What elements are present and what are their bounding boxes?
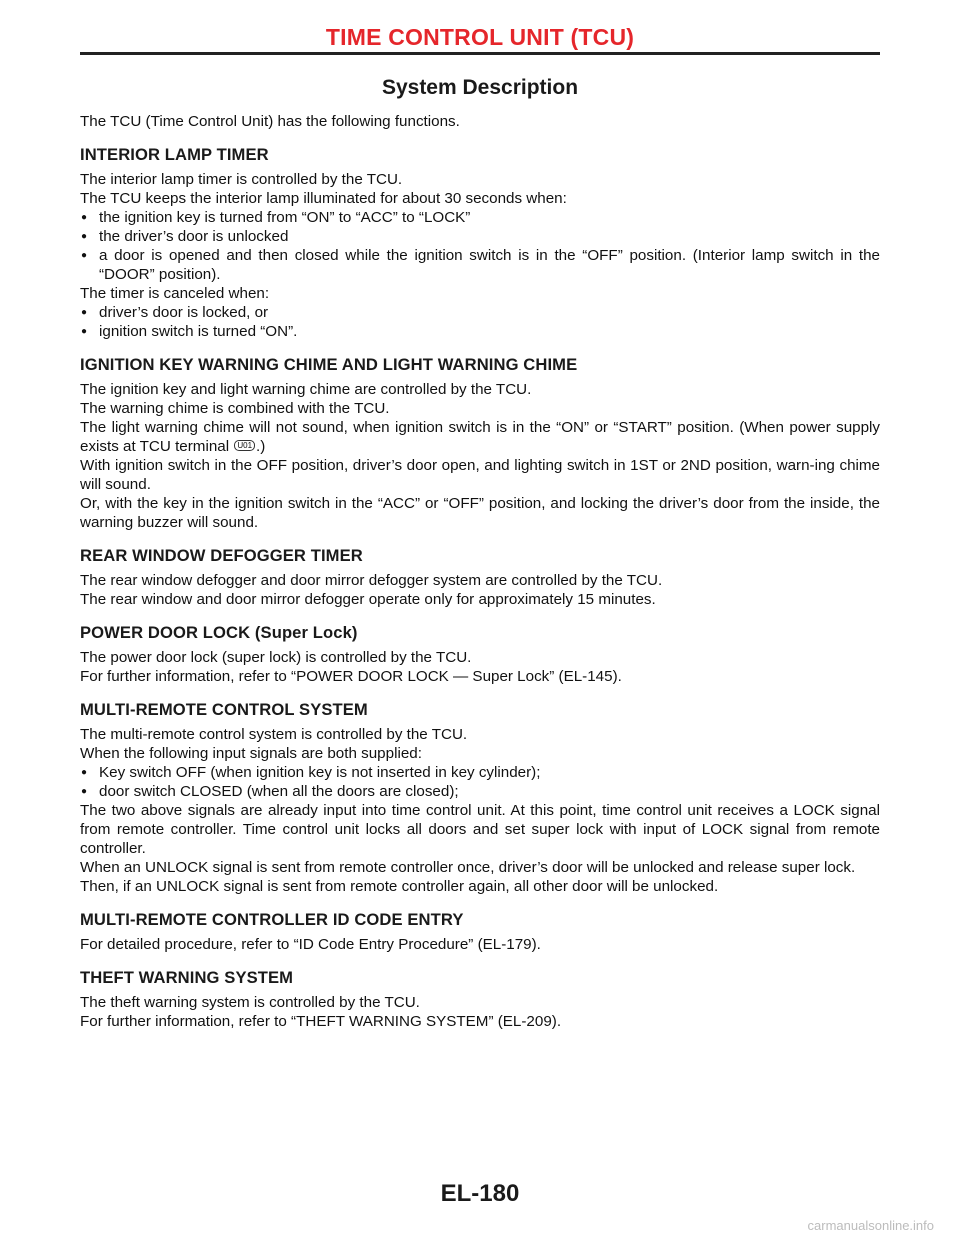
paragraph-text: The light warning chime will not sound, when ignition switch is in the “ON” or “START” position. (When power supply exists at TCU terminal [80,419,880,455]
bullet-text: the driver’s door is unlocked [99,228,289,245]
paragraph-line: The two above signals are already input into time control unit. At this point, time control unit receives a LOCK signal from remote controller. Time control unit locks all doors and set super lock with input of LOCK signal from remote controller. [80,802,880,857]
section-warning-chime [80,355,880,532]
intro-text: The TCU (Time Control Unit) has the following functions. [80,113,460,130]
section-heading: THEFT WARNING SYSTEM [80,968,294,987]
section-interior-lamp-timer [80,145,880,341]
section-theft-warning [80,968,880,1031]
bullet-text: ignition switch is turned “ON”. [99,323,298,340]
bullet-item [80,322,880,341]
paragraph-line: The TCU keeps the interior lamp illuminated for about 30 seconds when: [80,190,567,207]
bullet-icon: ● [81,326,88,337]
watermark: carmanualsonline.info [807,1218,934,1233]
section-heading: POWER DOOR LOCK (Super Lock) [80,623,358,642]
paragraph-line: Then, if an UNLOCK signal is sent from remote controller again, all other door will be unlocked. [80,878,719,895]
paragraph-line: The interior lamp timer is controlled by the TCU. [80,171,403,188]
bullet-text: Key switch OFF (when ignition key is not inserted in key cylinder); [99,764,541,781]
paragraph-line [80,418,880,456]
paragraph-line: The warning chime is combined with the TCU. [80,400,390,417]
paragraph-line: When the following input signals are both supplied: [80,745,422,762]
bullet-icon: ● [81,250,88,261]
bullet-item [80,303,880,322]
bullet-icon: ● [81,231,88,242]
bullet-icon: ● [81,767,88,778]
bullet-item [80,763,880,782]
bullet-item [80,227,880,246]
section-rear-defogger-timer [80,546,880,609]
paragraph-text: .) [256,438,266,455]
bullet-item [80,782,880,801]
bullet-icon: ● [81,307,88,318]
paragraph-line: The rear window and door mirror defogger operate only for approximately 15 minutes. [80,591,656,608]
paragraph-line: Or, with the key in the ignition switch in the “ACC” or “OFF” position, and locking the driver’s door from the inside, the warning buzzer will sound. [80,495,880,531]
bullet-text: door switch CLOSED (when all the doors are closed); [99,783,459,800]
bullet-item [80,208,880,227]
section-heading: MULTI-REMOTE CONTROL SYSTEM [80,700,368,719]
section-heading: IGNITION KEY WARNING CHIME AND LIGHT WARNING CHIME [80,355,578,374]
paragraph-line: The rear window defogger and door mirror defogger system are controlled by the TCU. [80,572,663,589]
terminal-badge-icon: U01 [234,440,255,451]
section-multi-remote-control [80,700,880,896]
bullet-text: driver’s door is locked, or [99,304,269,321]
bullet-text: the ignition key is turned from “ON” to “ACC” to “LOCK” [99,209,471,226]
section-id-code-entry [80,910,880,954]
section-heading: REAR WINDOW DEFOGGER TIMER [80,546,363,565]
page-number: EL-180 [440,1180,520,1207]
bullet-icon: ● [81,786,88,797]
section-heading: MULTI-REMOTE CONTROLLER ID CODE ENTRY [80,910,464,929]
paragraph-line: For further information, refer to “POWER DOOR LOCK — Super Lock” (EL-145). [80,668,622,685]
bullet-item [80,246,880,284]
document-body [80,76,880,1045]
bullet-text: a door is opened and then closed while the ignition switch is in the “OFF” position. (Interior lamp switch in the “DOOR” position). [99,247,880,283]
paragraph-line: The timer is canceled when: [80,285,270,302]
paragraph-line: The multi-remote control system is controlled by the TCU. [80,726,468,743]
paragraph-line: For detailed procedure, refer to “ID Code Entry Procedure” (EL-179). [80,936,541,953]
page-title: System Description [381,76,579,99]
page-header-title: TIME CONTROL UNIT (TCU) [325,24,635,50]
paragraph-line: The theft warning system is controlled by the TCU. [80,994,420,1011]
section-power-door-lock [80,623,880,686]
paragraph-line: When an UNLOCK signal is sent from remote controller once, driver’s door will be unlocked and release super lock. [80,859,856,876]
paragraph-line: For further information, refer to “THEFT WARNING SYSTEM” (EL-209). [80,1013,562,1030]
section-heading: INTERIOR LAMP TIMER [80,145,269,164]
paragraph-line: The power door lock (super lock) is controlled by the TCU. [80,649,472,666]
paragraph-line: The ignition key and light warning chime are controlled by the TCU. [80,381,532,398]
bullet-icon: ● [81,212,88,223]
paragraph-line: With ignition switch in the OFF position, driver’s door open, and lighting switch in 1ST or 2ND position, warn-ing chime will sound. [80,457,880,493]
header-rule [80,52,880,55]
